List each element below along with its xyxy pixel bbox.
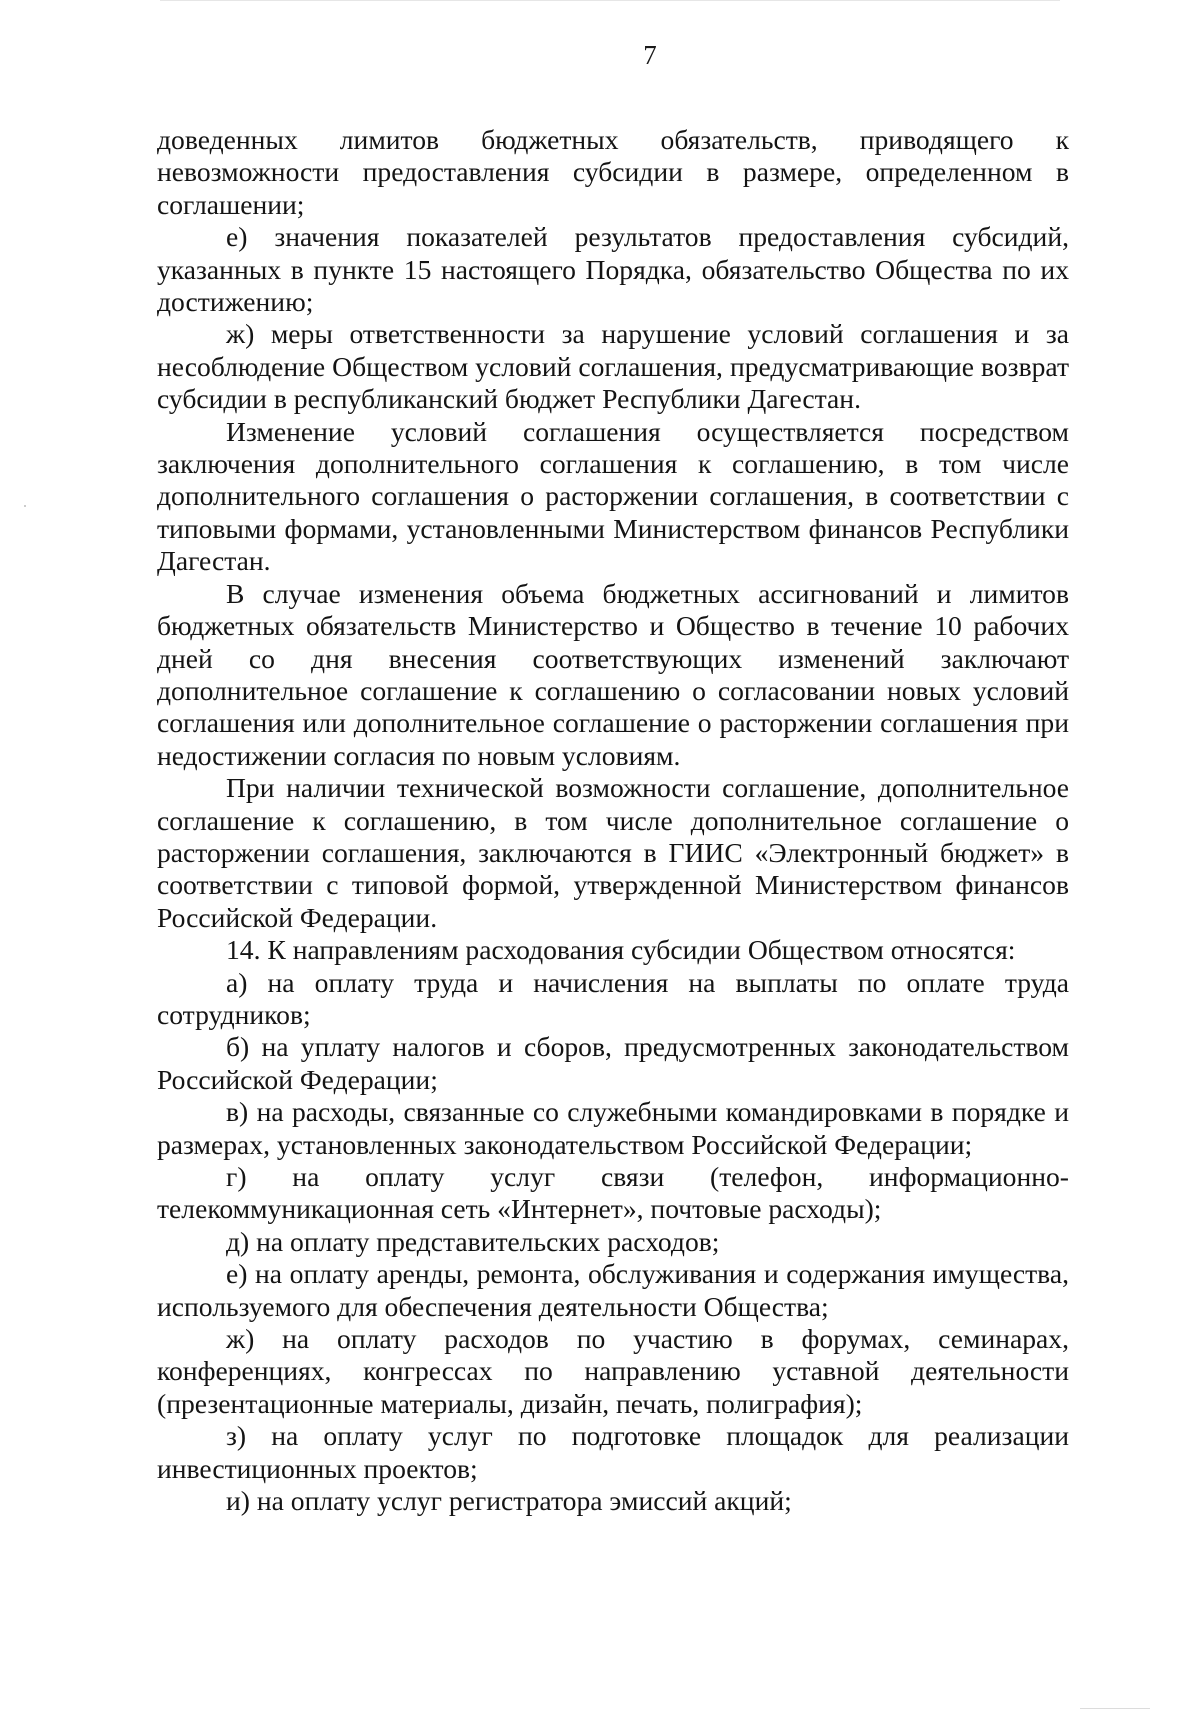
- list-item-b: б) на уплату налогов и сборов, предусмотренных законодательством Российской Федерации;: [157, 1031, 1069, 1095]
- list-item-v: в) на расходы, связанные со служебными командировками в порядке и размерах, установленных законодательством Российской Федерации;: [157, 1096, 1069, 1160]
- list-item-g: г) на оплату услуг связи (телефон, информационно-телекоммуникационная сеть «Интернет», почтовые расходы);: [157, 1161, 1069, 1225]
- list-item-z: з) на оплату услуг по подготовке площадок для реализации инвестиционных проектов;: [157, 1420, 1069, 1484]
- page-number: 7: [643, 40, 657, 70]
- paragraph-continuation: доведенных лимитов бюджетных обязательств, приводящего к невозможности предоставления субсидии в размере, определенном в соглашении;: [157, 124, 1069, 220]
- paragraph-item-e-indicators: е) значения показателей результатов предоставления субсидий, указанных в пункте 15 настоящего Порядка, обязательство Общества по их достижению;: [157, 221, 1069, 318]
- paragraph-budget-change: В случае изменения объема бюджетных ассигнований и лимитов бюджетных обязательств Министерство и Общество в течение 10 рабочих дней со дня внесения соответствующих изменений заключают дополнительное соглашение к соглашению о согласовании новых условий соглашения или дополнительное соглашение о расторжении соглашения при недостижении согласия по новым условиям.: [157, 577, 1069, 771]
- list-item-a: а) на оплату труда и начисления на выплаты по оплате труда сотрудников;: [157, 966, 1069, 1030]
- scan-artifact-left: [24, 505, 26, 507]
- paragraph-section-14-heading: 14. К направлениям расходования субсидии Обществом относятся:: [226, 934, 1016, 966]
- paragraph-electronic-budget: При наличии технической возможности соглашение, дополнительное соглашение к соглашению, в том числе дополнительное соглашение о расторжении соглашения, заключаются в ГИИС «Электронный бюджет» в соответствии с типовой формой, утвержденной Министерством финансов Российской Федерации.: [157, 772, 1069, 933]
- list-item-zh: ж) на оплату расходов по участию в форумах, семинарах, конференциях, конгрессах по направлению уставной деятельности (презентационные материалы, дизайн, печать, полиграфия);: [157, 1323, 1069, 1419]
- scan-artifact-top: [160, 0, 1060, 1]
- paragraph-item-zh-liability: ж) меры ответственности за нарушение условий соглашения и за несоблюдение Обществом условий соглашения, предусматривающие возврат субсидии в республиканский бюджет Республики Дагестан.: [157, 318, 1069, 415]
- list-item-e: е) на оплату аренды, ремонта, обслуживания и содержания имущества, используемого для обеспечения деятельности Общества;: [157, 1258, 1069, 1322]
- paragraph-agreement-change: Изменение условий соглашения осуществляется посредством заключения дополнительного соглашения к соглашению, в том числе дополнительного соглашения о расторжении соглашения, в соответствии с типовыми формами, установленными Министерством финансов Республики Дагестан.: [157, 415, 1069, 577]
- document-body: [157, 124, 1069, 1517]
- list-item-i: и) на оплату услуг регистратора эмиссий акций;: [226, 1485, 792, 1517]
- scan-artifact-bottom: [1080, 1708, 1150, 1709]
- list-item-d: д) на оплату представительских расходов;: [226, 1225, 720, 1257]
